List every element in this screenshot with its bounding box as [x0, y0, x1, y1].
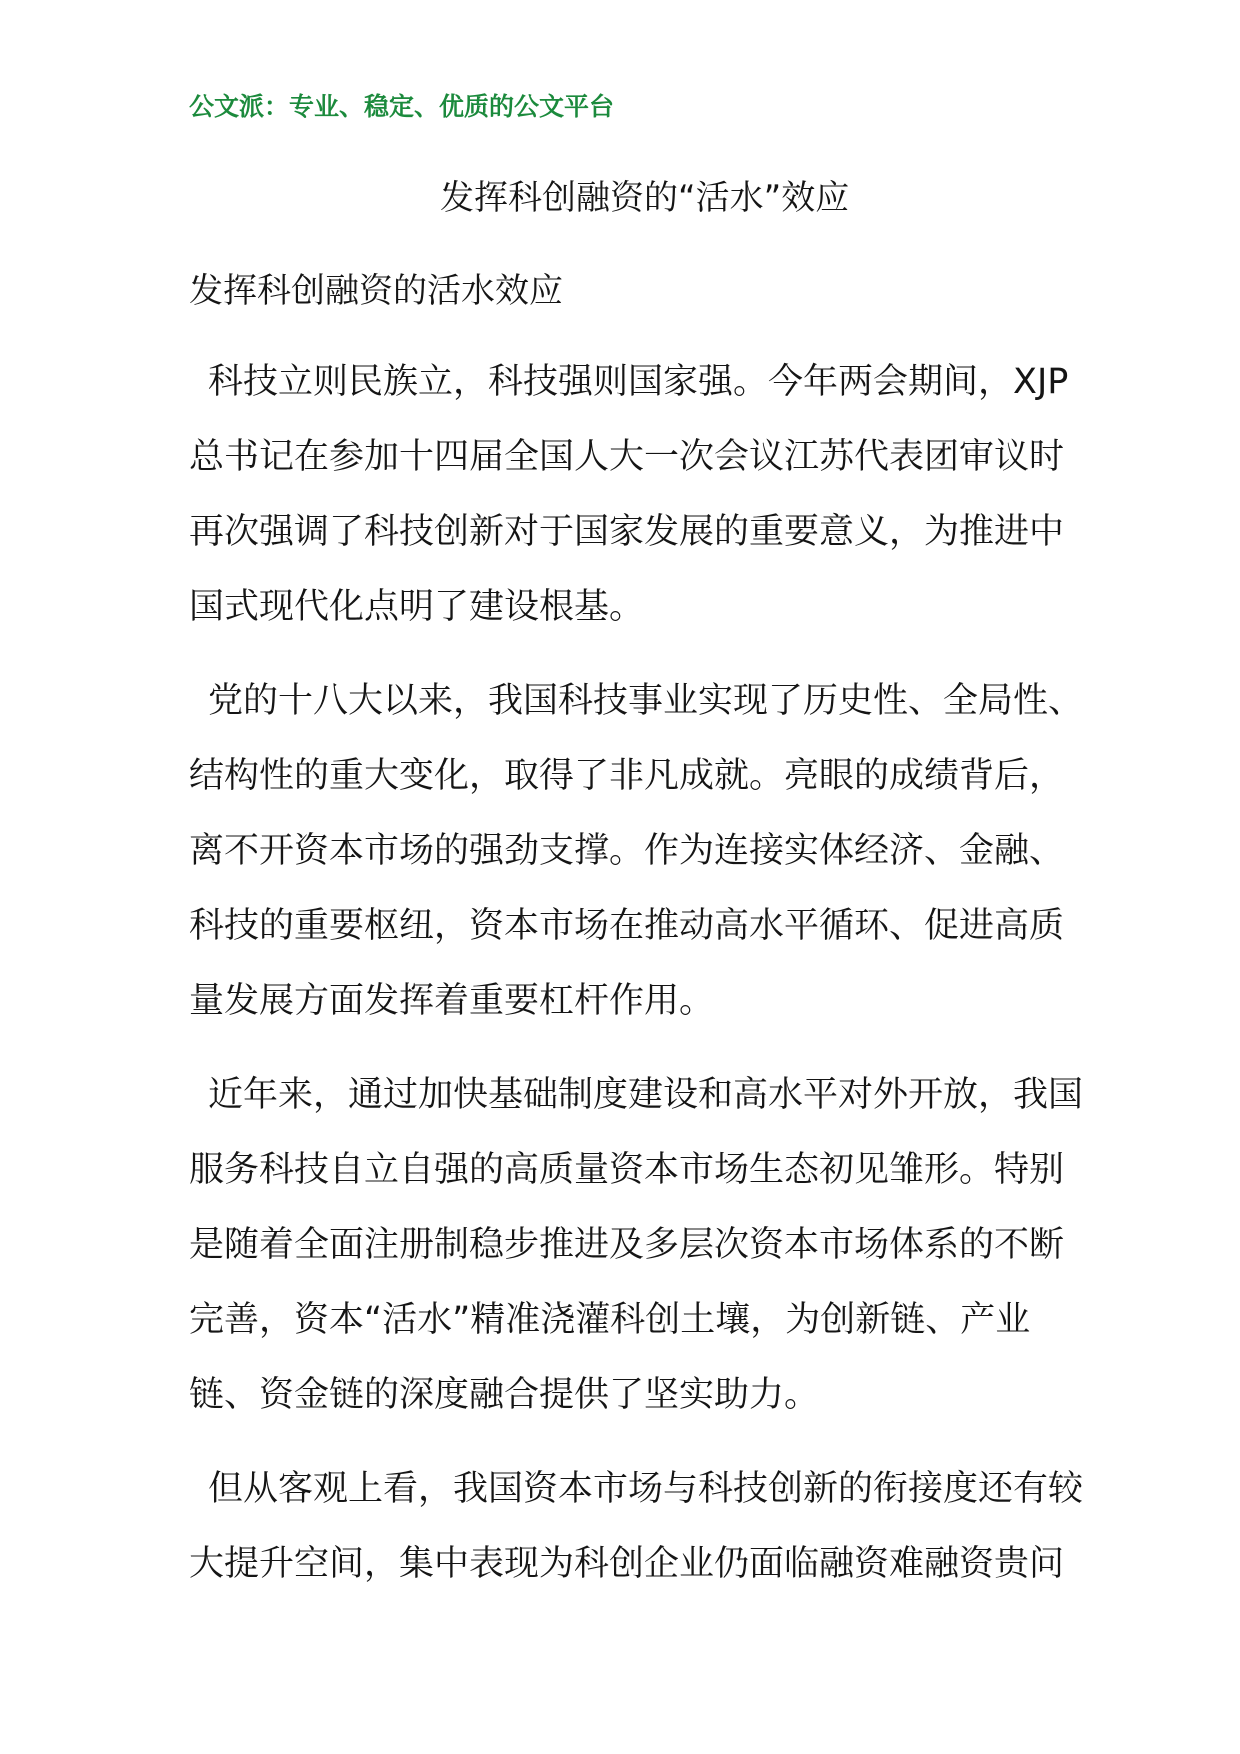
- text-line: 科技的重要枢纽，资本市场在推动高水平循环、促进高质: [189, 906, 1065, 946]
- brand-header: 公文派：专业、稳定、优质的公文平台: [189, 92, 615, 121]
- document-title: 发挥科创融资的“活水”效应: [440, 178, 850, 218]
- text-line: 国式现代化点明了建设根基。: [189, 587, 645, 627]
- text-line: 链、资金链的深度融合提供了坚实助力。: [189, 1375, 820, 1415]
- text-line: 结构性的重大变化，取得了非凡成就。亮眼的成绩背后，: [189, 756, 1065, 796]
- text-line: 离不开资本市场的强劲支撑。作为连接实体经济、金融、: [189, 831, 1065, 871]
- text-line: 服务科技自立自强的高质量资本市场生态初见雏形。特别: [189, 1150, 1065, 1190]
- text-line: 党的十八大以来，我国科技事业实现了历史性、全局性、: [208, 681, 1084, 721]
- text-line: 是随着全面注册制稳步推进及多层次资本市场体系的不断: [189, 1225, 1065, 1265]
- text-line: 近年来，通过加快基础制度建设和高水平对外开放，我国: [208, 1075, 1084, 1115]
- text-line: 完善，资本“活水”精准浇灌科创土壤，为创新链、产业: [189, 1300, 1031, 1340]
- document-subtitle: 发挥科创融资的活水效应: [189, 271, 563, 311]
- text-line: 但从客观上看，我国资本市场与科技创新的衔接度还有较: [208, 1469, 1084, 1509]
- text-line: 量发展方面发挥着重要杠杆作用。: [189, 981, 715, 1021]
- paragraph-3: [189, 1058, 1089, 1433]
- document-body: [189, 345, 1089, 1621]
- paragraph-1: [189, 345, 1089, 645]
- paragraph-2: [189, 664, 1089, 1039]
- text-line: 科技立则民族立，科技强则国家强。今年两会期间，XJP: [208, 362, 1069, 402]
- text-line: 再次强调了科技创新对于国家发展的重要意义，为推进中: [189, 512, 1065, 552]
- text-line: 总书记在参加十四届全国人大一次会议江苏代表团审议时: [189, 437, 1065, 477]
- text-line: 大提升空间，集中表现为科创企业仍面临融资难融资贵问: [189, 1544, 1065, 1584]
- paragraph-4: [189, 1452, 1089, 1602]
